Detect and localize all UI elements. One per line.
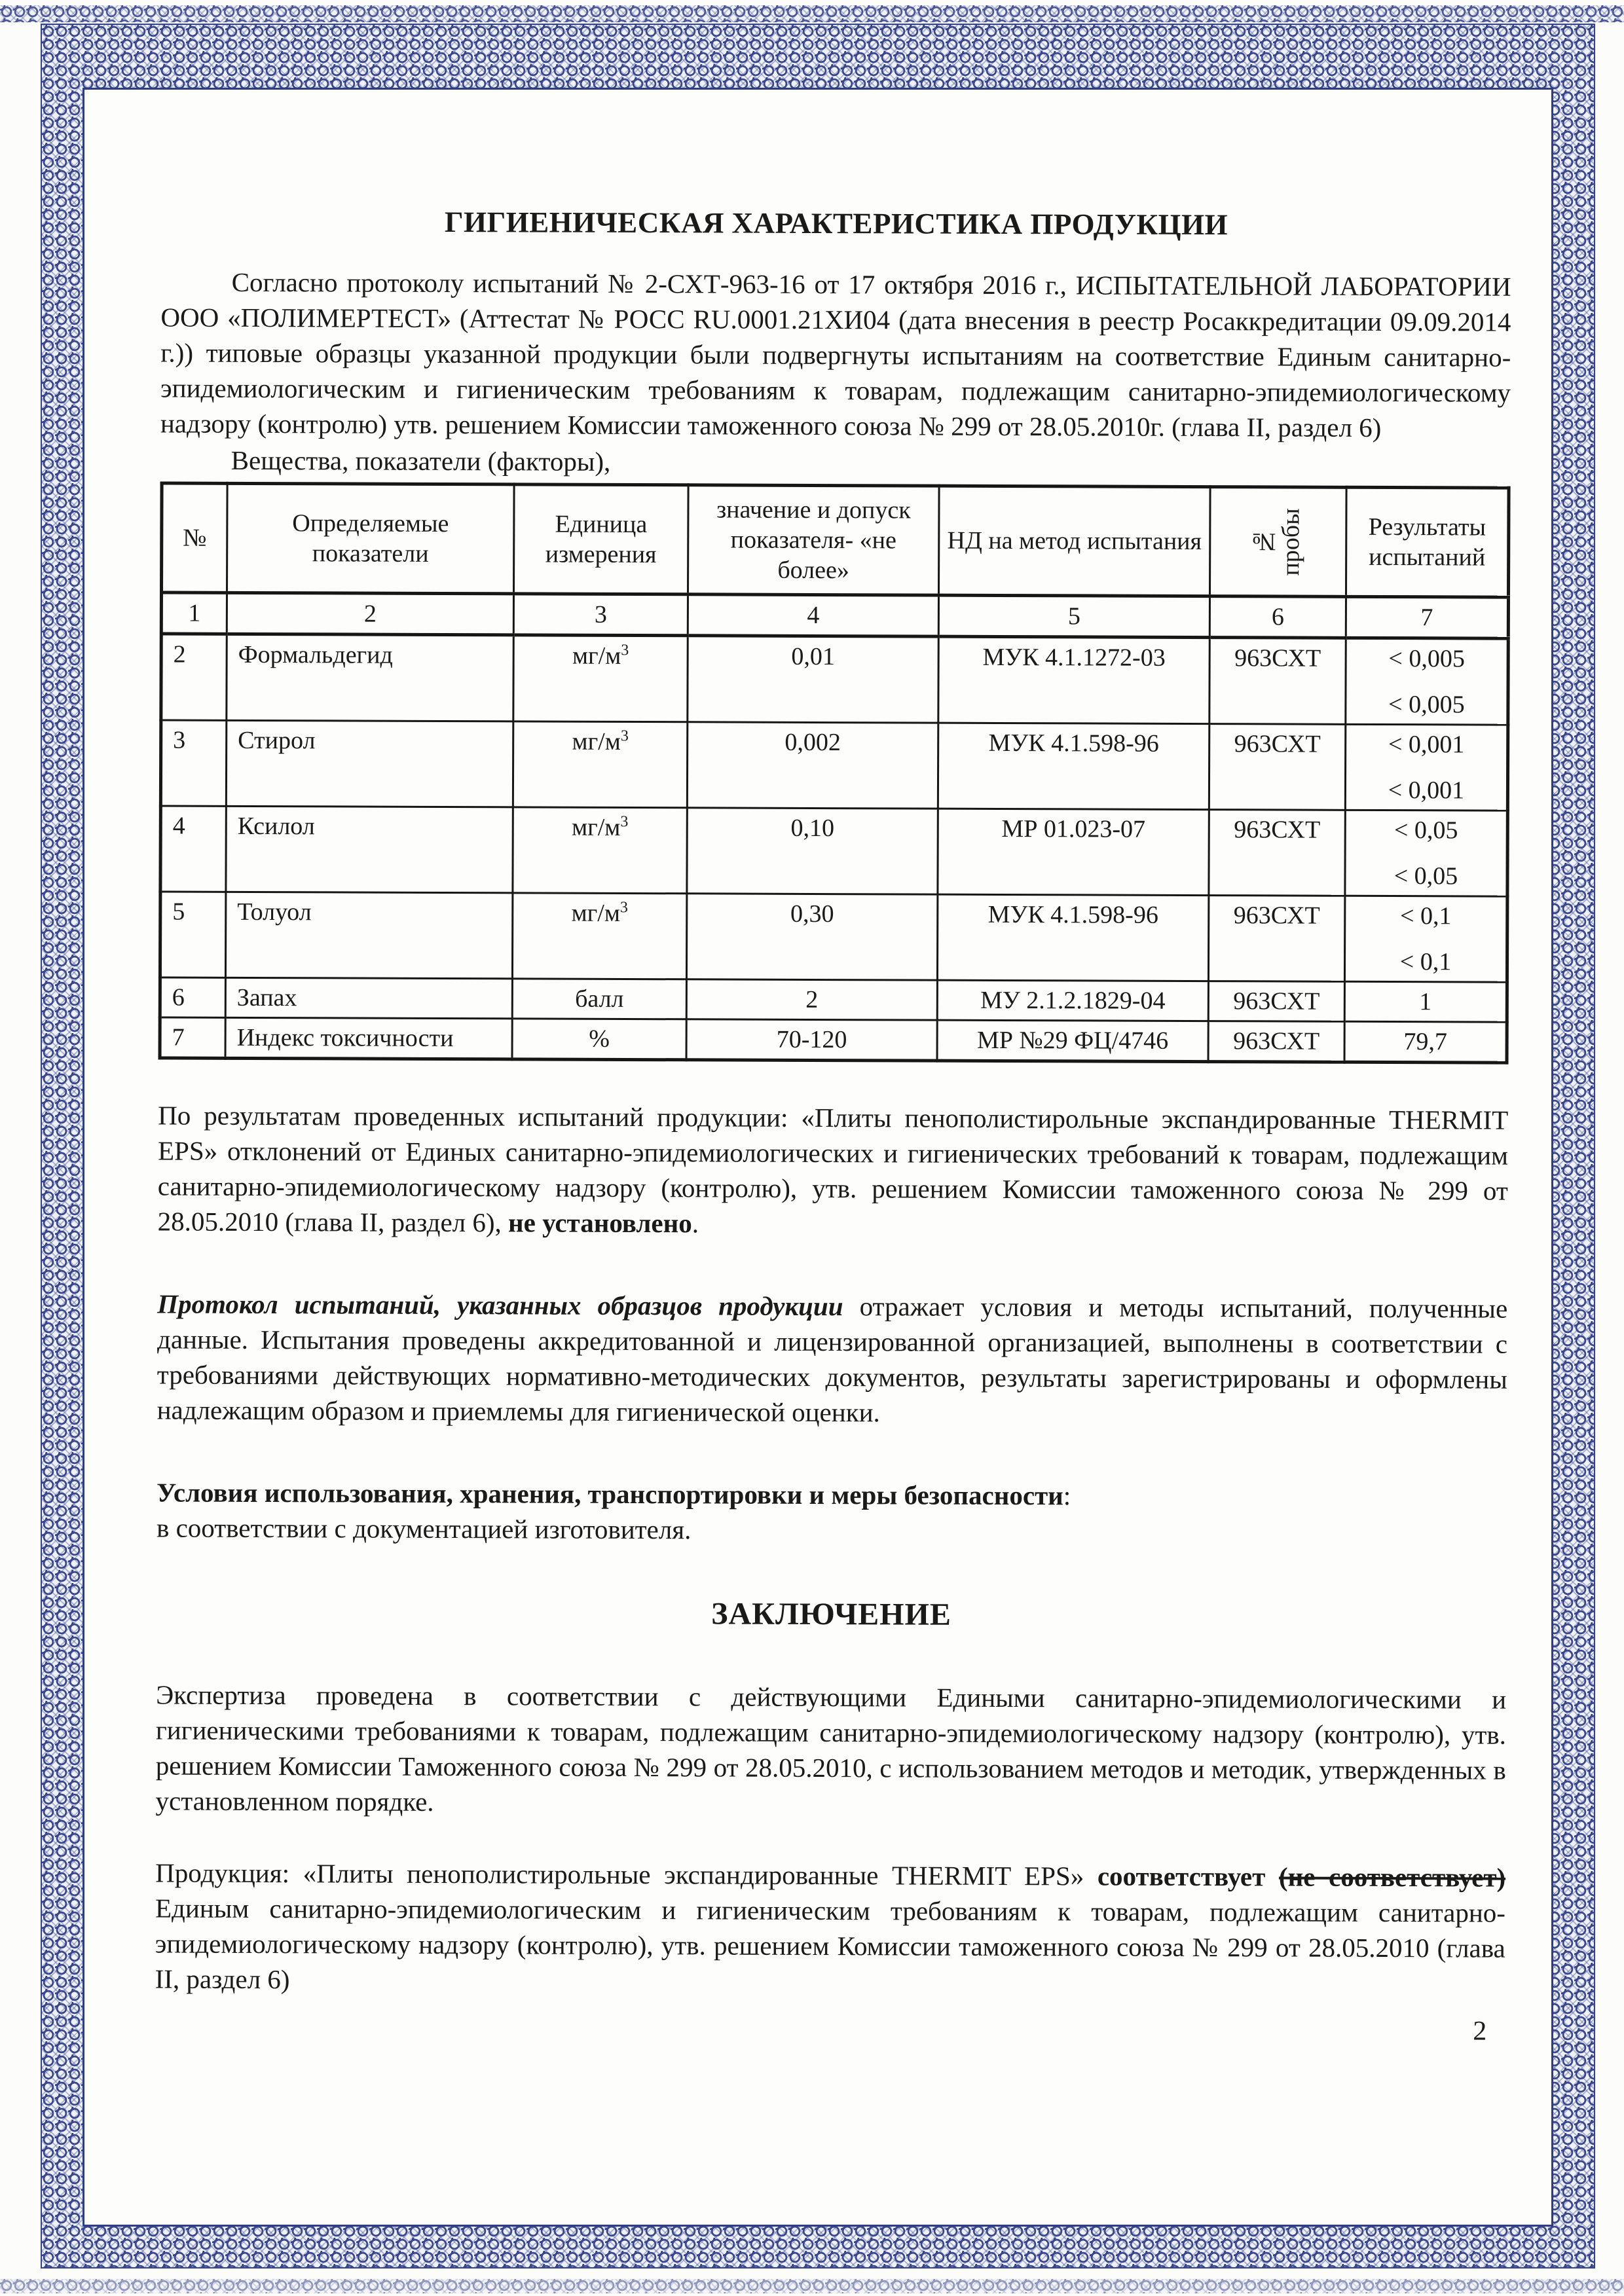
indicator-cell: Индекс токсичности — [225, 1017, 512, 1059]
result-cell: 1 — [1344, 981, 1507, 1022]
row-number: 3 — [160, 720, 226, 806]
col-header-limit: значение и допуск показателя- «не более» — [688, 485, 939, 595]
limit-cell: 0,30 — [686, 894, 937, 980]
result-cell: < 0,005 < 0,005 — [1346, 638, 1508, 725]
guilloche-top-strip — [0, 5, 1624, 22]
unit-cell: балл — [512, 979, 686, 1019]
indicator-cell: Толуол — [225, 892, 512, 979]
sample-cell: 963СХТ — [1208, 896, 1344, 982]
limit-cell: 0,10 — [687, 808, 938, 894]
col-header-sample — [1209, 487, 1346, 597]
method-cell: МУК 4.1.1272-03 — [938, 636, 1209, 723]
product-conformity-paragraph: Продукция: «Плиты пенополистирольные экспандированные THERMIT EPS» соответствует (не соответствует) Единым санитарно-эпидемиологическим и гигиеническим требованиям к товарам, подлежащим санитарно-эпидемиологическому надзору (контролю), утв. решением Комиссии таможенного союза № 299 от 28.05.2010 (глава II, раздел 6) — [155, 1857, 1506, 1995]
table-row — [160, 720, 1507, 811]
sample-cell: 963СХТ — [1208, 981, 1344, 1022]
col-num: 1 — [161, 592, 227, 634]
conditions-label: Условия использования, хранения, транспортировки и меры безопасности — [157, 1477, 1063, 1511]
guilloche-bottom-strip — [0, 2279, 1624, 2293]
result-cell: < 0,05 < 0,05 — [1345, 810, 1507, 896]
indicator-cell: Ксилол — [226, 806, 513, 893]
table-row — [160, 1017, 1507, 1063]
column-numbers-row — [161, 592, 1508, 638]
method-cell: МУК 4.1.598-96 — [938, 723, 1209, 809]
page-inner — [83, 88, 1553, 2227]
row-number: 2 — [161, 634, 227, 720]
page-title: ГИГИЕНИЧЕСКАЯ ХАРАКТЕРИСТИКА ПРОДУКЦИИ — [444, 206, 1228, 242]
col-header-results: Результаты испытаний — [1346, 487, 1509, 597]
conditions-value: в соответствии с документацией изготовителя. — [156, 1512, 692, 1545]
table-row — [161, 634, 1508, 725]
col-num: 5 — [938, 595, 1209, 637]
sample-cell: 963СХТ — [1209, 724, 1345, 811]
protocol-paragraph: Протокол испытаний, указанных образцов продукции отражает условия и методы испытаний, полученные данные. Испытания проведены аккредитованной и лицензированной организацией, выполнены в соответствии с требованиями действующих нормативно-методических документов, результаты зарегистрированы и оформлены надлежащим образом и приемлемы для гигиенической оценки. — [157, 1288, 1508, 1428]
limit-cell: 70-120 — [686, 1019, 937, 1061]
col-num: 2 — [227, 592, 513, 635]
page-number: 2 — [1473, 2016, 1487, 2047]
table-row — [160, 892, 1507, 982]
col-header-method: НД на метод испытания — [938, 486, 1210, 596]
conclusion-heading: ЗАКЛЮЧЕНИЕ — [711, 1596, 952, 1632]
col-num: 7 — [1346, 596, 1508, 638]
guilloche-border-frame — [41, 24, 1595, 2269]
col-num: 6 — [1209, 596, 1346, 638]
row-number: 4 — [160, 806, 226, 892]
method-cell: МУ 2.1.2.1829-04 — [937, 980, 1208, 1021]
col-num: 3 — [513, 594, 688, 636]
row-number: 7 — [160, 1017, 225, 1058]
method-cell: МР 01.023-07 — [938, 809, 1209, 895]
col-header-number: № — [162, 483, 228, 592]
col-num: 4 — [688, 594, 938, 636]
sample-vertical-label: № пробы — [1250, 507, 1305, 576]
test-results-table — [158, 481, 1511, 1064]
protocol-lead: Протокол испытаний, указанных образцов продукции — [157, 1288, 843, 1322]
corresponds-text: соответствует — [1097, 1861, 1266, 1892]
indicator-cell: Запах — [225, 977, 512, 1019]
limit-cell: 2 — [686, 979, 937, 1020]
results-bold-conclusion: не установлено — [508, 1207, 692, 1239]
row-number: 5 — [160, 892, 225, 977]
result-cell: < 0,1 < 0,1 — [1344, 896, 1507, 982]
sample-cell: 963СХТ — [1209, 810, 1345, 896]
col-header-indicator: Определяемые показатели — [227, 483, 515, 594]
method-cell: МУК 4.1.598-96 — [937, 894, 1208, 981]
unit-cell: $мг/м^3$ — [512, 893, 686, 979]
intro-paragraph: Согласно протоколу испытаний № 2-СХТ-963-16 от 17 октября 2016 г., ИСПЫТАТЕЛЬНОЙ ЛАБОРАТОРИИ ООО «ПОЛИМЕРТЕСТ» (Аттестат № РОСС RU.0001.21ХИ04 (дата внесения в реестр Росаккредитации 09.09.2014 г.)) типовые образцы указанной продукции были подвергнуты испытаниям на соответствие Единым санитарно-эпидемиологическим и гигиеническим требованиям к товарам, подлежащим санитарно-эпидемиологическому надзору (контролю) утв. решением Комиссии таможенного союза № 299 от 28.05.2010г. (глава II, раздел 6) — [160, 266, 1511, 443]
results-paragraph: По результатам проведенных испытаний продукции: «Плиты пенополистирольные экспандированные THERMIT EPS» отклонений от Единых санитарно-эпидемиологических и гигиенических требований к товарам, подлежащим санитарно-эпидемиологическому надзору (контролю), утв. решением Комиссии таможенного союза № 299 от 28.05.2010 (глава II, раздел 6), не установлено. — [157, 1100, 1509, 1239]
sample-cell: 963СХТ — [1209, 638, 1346, 725]
result-cell: < 0,001 < 0,001 — [1345, 724, 1507, 811]
indicator-cell: Стирол — [226, 720, 513, 807]
unit-cell: % — [512, 1019, 686, 1060]
table-row — [160, 977, 1507, 1022]
table-caption: Вещества, показатели (факторы), — [231, 445, 611, 477]
document-content — [81, 87, 1555, 2227]
indicator-cell: Формальдегид — [227, 634, 513, 721]
unit-cell: $мг/м^3$ — [513, 635, 688, 722]
result-cell: 79,7 — [1344, 1021, 1507, 1063]
table-header-row — [162, 483, 1509, 597]
method-cell: МР №29 ФЦ/4746 — [937, 1020, 1208, 1061]
expertise-paragraph: Экспертиза проведена в соответствии с действующими Едиными санитарно-эпидемиологическими и гигиеническими требованиями к товарам, подлежащим санитарно-эпидемиологическому надзору (контролю), утв. решением Комиссии Таможенного союза № 299 от 28.05.2010, с использованием методов и методик, утвержденных в установленном порядке. — [155, 1679, 1507, 1817]
row-number: 6 — [160, 977, 225, 1017]
conditions-paragraph: Условия использования, хранения, транспортировки и меры безопасности: в соответствии с документацией изготовителя. — [157, 1474, 1507, 1550]
unit-cell: $мг/м^3$ — [513, 807, 687, 894]
limit-cell: 0,01 — [688, 636, 938, 723]
not-corresponds-strikethrough: (не соответствует) — [1278, 1861, 1506, 1893]
col-header-unit: Единица измерения — [514, 484, 689, 594]
limit-cell: 0,002 — [687, 722, 938, 809]
table-row — [160, 806, 1507, 896]
unit-cell: $мг/м^3$ — [513, 721, 687, 808]
sample-cell: 963СХТ — [1208, 1021, 1344, 1063]
